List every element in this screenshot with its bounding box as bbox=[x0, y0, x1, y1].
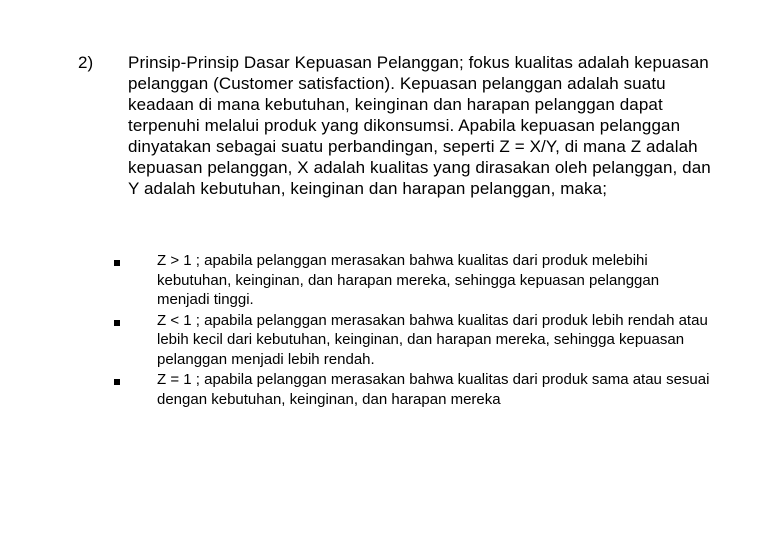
item-number: 2) bbox=[78, 53, 94, 72]
bullet-item bbox=[114, 370, 714, 409]
bullet-text: Z > 1 ; apabila pelanggan merasakan bahwa kualitas dari produk melebihi kebutuhan, keinginan, dan harapan mereka, sehingga kepuasan pelanggan menjadi tinggi. bbox=[157, 252, 660, 308]
square-bullet-icon bbox=[114, 260, 120, 266]
bullet-list bbox=[114, 251, 714, 410]
main-paragraph: Prinsip-Prinsip Dasar Kepuasan Pelanggan; fokus kualitas adalah kepuasan pelanggan (Customer satisfaction). Kepuasan pelanggan adalah suatu keadaan di mana kebutuhan, keinginan dan harapan pelanggan dapat terpenuhi melalui produk yang dikonsumsi. Apabila kepuasan pelanggan dinyatakan sebagai suatu perbandingan, seperti Z = X/Y, di mana Z adalah kepuasan pelanggan, X adalah kualitas yang dirasakan oleh pelanggan, dan Y adalah kebutuhan, keinginan dan harapan pelanggan, maka; bbox=[128, 53, 711, 198]
bullet-text: Z = 1 ; apabila pelanggan merasakan bahwa kualitas dari produk sama atau sesuai dengan kebutuhan, keinginan, dan harapan mereka bbox=[157, 371, 710, 408]
square-bullet-icon bbox=[114, 379, 120, 385]
bullet-text: Z < 1 ; apabila pelanggan merasakan bahwa kualitas dari produk lebih rendah atau lebih kecil dari kebutuhan, keinginan, dan harapan mereka, sehingga kepuasan pelanggan menjadi lebih rendah. bbox=[157, 311, 708, 368]
bullet-item bbox=[114, 311, 714, 370]
square-bullet-icon bbox=[114, 320, 120, 326]
bullet-item bbox=[114, 251, 714, 310]
